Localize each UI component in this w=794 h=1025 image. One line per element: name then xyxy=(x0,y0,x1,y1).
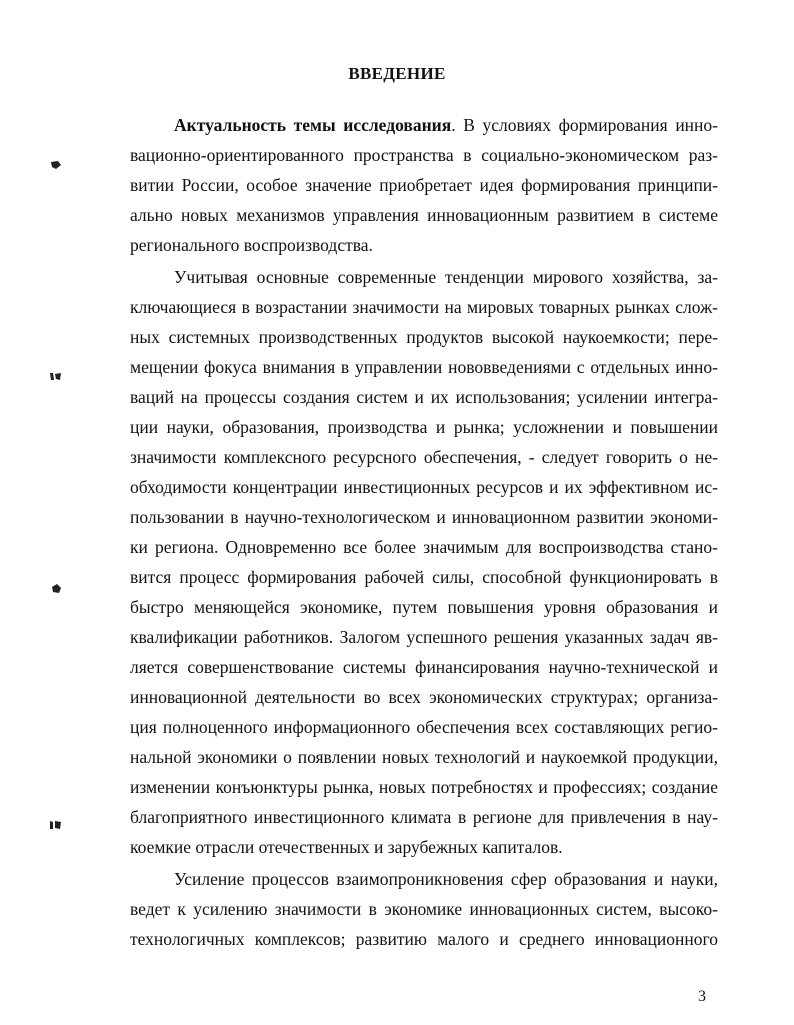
paragraph-line: регионального воспроизводства. xyxy=(130,235,373,255)
paragraph-relevance xyxy=(130,110,718,260)
paragraph-line: Усиление процессов взаимопроникновения сфер образования и науки, xyxy=(174,869,718,889)
scan-mark-icon xyxy=(50,160,62,170)
paragraph-line: ных системных производственных продуктов высокой наукоемкости; пере- xyxy=(130,327,718,347)
paragraph-line: Учитывая основные современные тенденции мирового хозяйства, за- xyxy=(174,267,718,287)
body-text xyxy=(130,110,718,956)
paragraph-trends xyxy=(130,262,718,862)
paragraph-line: квалификации работников. Залогом успешного решения указанных задач яв- xyxy=(130,627,718,647)
scan-mark-icon xyxy=(50,372,62,382)
paragraph-line: ции науки, образования, производства и рынка; усложнении и повышении xyxy=(130,417,718,437)
paragraph-line: обходимости концентрации инвестиционных ресурсов и их эффективном ис- xyxy=(130,477,718,497)
page-title: ВВЕДЕНИЕ xyxy=(348,64,446,83)
paragraph-line: пользовании в научно-технологическом и инновационном развитии экономи- xyxy=(130,507,718,527)
paragraph-line: быстро меняющейся экономике, путем повышения уровня образования и xyxy=(130,597,718,617)
paragraph-line: коемкие отрасли отечественных и зарубежных капиталов. xyxy=(130,837,563,857)
paragraph-line: изменении конъюнктуры рынка, новых потребностях и профессиях; создание xyxy=(130,777,718,797)
paragraph-line: ваций на процессы создания систем и их использования; усилении интегра- xyxy=(130,387,718,407)
paragraph-line: ально новых механизмов управления инновационным развитием в системе xyxy=(130,205,718,225)
paragraph-line-text: . В условиях формирования инно- xyxy=(451,115,718,135)
page-number: 3 xyxy=(698,988,706,1005)
paragraph-line: мещении фокуса внимания в управлении нововведениями с отдельных инно- xyxy=(130,357,718,377)
paragraph-line: ция полноценного информационного обеспечения всех составляющих регио- xyxy=(130,717,718,737)
paragraph-line: ки региона. Одновременно все более значимым для воспроизводства стано- xyxy=(130,537,718,557)
paragraph-line: вится процесс формирования рабочей силы, способной функционировать в xyxy=(130,567,718,587)
paragraph-line: ляется совершенствование системы финансирования научно-технической и xyxy=(130,657,718,677)
paragraph-line: нальной экономики о появлении новых технологий и наукоемкой продукции, xyxy=(130,747,718,767)
paragraph-line: инновационной деятельности во всех экономических структурах; организа- xyxy=(130,687,718,707)
scan-mark-icon xyxy=(50,820,62,830)
paragraph-line: витии России, особое значение приобретает идея формирования принципи- xyxy=(130,175,718,195)
paragraph-line: значимости комплексного ресурсного обеспечения, - следует говорить о не- xyxy=(130,447,718,467)
paragraph-line: ведет к усилению значимости в экономике инновационных систем, высоко- xyxy=(130,899,718,919)
paragraph-line: вационно-ориентированного пространства в социально-экономическом раз- xyxy=(130,145,718,165)
scan-mark-icon xyxy=(50,584,62,594)
paragraph-line: технологичных комплексов; развитию малого и среднего инновационного xyxy=(130,929,718,949)
paragraph-line: ключающиеся в возрастании значимости на мировых товарных рынках слож- xyxy=(130,297,718,317)
paragraph-line xyxy=(130,110,718,140)
paragraph-integration xyxy=(130,864,718,954)
relevance-heading: Актуальность темы исследования xyxy=(174,115,452,135)
paragraph-line: благоприятного инвестиционного климата в регионе для привлечения в нау- xyxy=(130,807,718,827)
